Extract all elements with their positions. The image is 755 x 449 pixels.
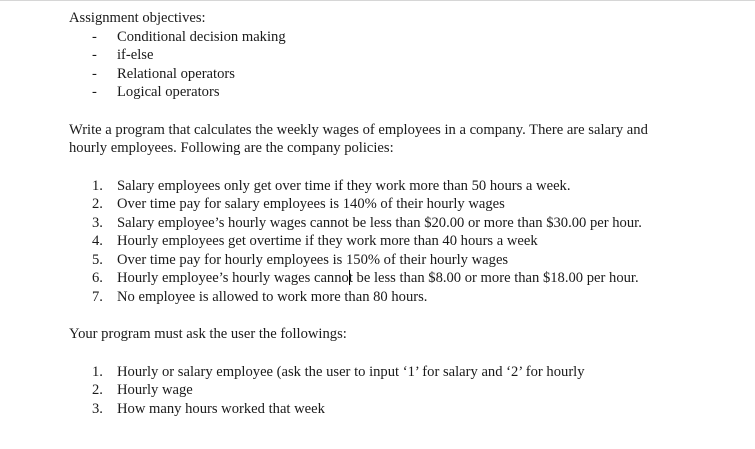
list-number: 1. — [92, 363, 103, 380]
intro-paragraph: Write a program that calculates the weekly wages of employees in a company. There are salary and hourly employees. Following are the company policies: — [69, 121, 648, 156]
list-number: 5. — [92, 251, 103, 268]
policy-item — [69, 232, 697, 251]
policy-text — [117, 269, 697, 288]
input-text: Hourly or salary employee (ask the user to input ‘1’ for salary and ‘2’ for hourly — [117, 363, 585, 380]
input-item — [69, 363, 697, 382]
policy-text-before-cursor: Hourly employee’s hourly wages canno — [117, 270, 349, 286]
policies-list — [69, 177, 729, 307]
input-text: How many hours worked that week — [117, 400, 325, 417]
policy-item — [69, 288, 697, 307]
input-text: Hourly wage — [117, 382, 193, 398]
user-input-list — [69, 363, 729, 419]
input-item — [69, 400, 697, 419]
list-number: 2. — [92, 196, 103, 212]
list-number: 4. — [92, 233, 103, 249]
paragraph-spacer — [69, 158, 729, 177]
policy-item — [69, 195, 697, 214]
list-number: 3. — [92, 400, 103, 417]
policy-item — [69, 269, 697, 288]
policy-text: Salary employee’s hourly wages cannot be less than $20.00 or more than $30.00 per hour. — [117, 214, 642, 231]
bullet-dash: - — [92, 84, 97, 100]
paragraph-spacer — [69, 306, 729, 325]
objective-text: Logical operators — [117, 84, 220, 100]
paragraph-spacer — [69, 102, 729, 121]
bullet-dash: - — [92, 28, 97, 45]
policy-text: Salary employees only get over time if they work more than 50 hours a week. — [117, 177, 571, 194]
objective-text: Relational operators — [117, 65, 235, 82]
objective-text: if-else — [117, 47, 154, 63]
policy-text-after-cursor: t be less than $8.00 or more than $18.00 per hour. — [348, 270, 639, 286]
objective-item — [69, 83, 729, 102]
objectives-list — [69, 28, 729, 102]
policy-text: No employee is allowed to work more than 80 hours. — [117, 288, 428, 305]
policy-item — [69, 177, 697, 196]
objective-item — [69, 46, 729, 65]
page-top-border — [0, 0, 755, 1]
input-item — [69, 381, 697, 400]
ask-intro: Your program must ask the user the followings: — [69, 326, 347, 342]
policy-text: Over time pay for salary employees is 140% of their hourly wages — [117, 196, 505, 212]
list-number: 2. — [92, 382, 103, 398]
objective-item — [69, 65, 729, 84]
list-number: 6. — [92, 270, 103, 286]
objectives-heading: Assignment objectives: — [69, 10, 206, 26]
policy-text: Over time pay for hourly employees is 150% of their hourly wages — [117, 251, 509, 268]
list-number: 1. — [92, 177, 103, 194]
objective-item — [69, 28, 729, 47]
document-body[interactable] — [69, 9, 729, 418]
bullet-dash: - — [92, 47, 97, 63]
policy-item — [69, 214, 697, 233]
paragraph-spacer — [69, 344, 729, 363]
bullet-dash: - — [92, 65, 97, 82]
objective-text: Conditional decision making — [117, 28, 286, 45]
policy-item — [69, 251, 697, 270]
policy-text: Hourly employees get overtime if they work more than 40 hours a week — [117, 233, 538, 249]
list-number: 3. — [92, 214, 103, 231]
list-number: 7. — [92, 288, 103, 305]
